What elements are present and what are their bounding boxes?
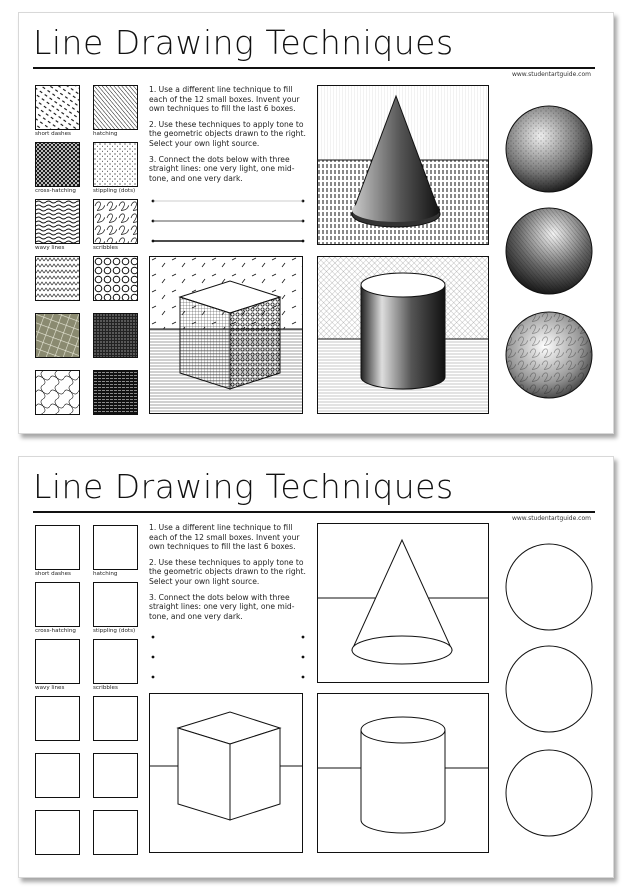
instruction-2: 2. Use these techniques to apply tone to the geometric objects drawn to the right. Select your own light source. bbox=[149, 557, 306, 586]
sphere-stippled bbox=[505, 105, 593, 193]
sphere-hatched bbox=[505, 207, 593, 295]
instructions bbox=[149, 85, 309, 189]
tone-line-dark bbox=[151, 237, 305, 245]
technique-box-invented-4 bbox=[93, 313, 138, 358]
technique-box-empty[interactable] bbox=[93, 525, 138, 570]
dot-pair bbox=[151, 673, 305, 681]
technique-box-empty[interactable] bbox=[35, 525, 80, 570]
technique-box-short-dashes bbox=[35, 85, 80, 130]
box-label: wavy lines bbox=[35, 685, 65, 691]
technique-box-empty[interactable] bbox=[35, 810, 80, 855]
dot-pair bbox=[151, 633, 305, 641]
cylinder-panel bbox=[317, 693, 489, 853]
worksheet-title: Line Drawing Techniques bbox=[33, 23, 454, 62]
box-label: hatching bbox=[93, 131, 118, 137]
technique-box-invented-3 bbox=[35, 313, 80, 358]
box-label: scribbles bbox=[93, 245, 118, 251]
tone-line-light bbox=[151, 197, 305, 205]
sphere-outline[interactable] bbox=[505, 749, 593, 837]
box-label: short dashes bbox=[35, 571, 71, 577]
box-label: cross-hatching bbox=[35, 188, 76, 194]
cone-panel bbox=[317, 85, 489, 245]
worksheet-title: Line Drawing Techniques bbox=[33, 467, 454, 506]
dot-pair bbox=[151, 653, 305, 661]
instruction-3: 3. Connect the dots below with three straight lines: one very light, one mid-tone, and one very dark. bbox=[149, 592, 295, 621]
cube-panel bbox=[149, 693, 303, 853]
technique-box-empty[interactable] bbox=[93, 696, 138, 741]
instructions bbox=[149, 523, 309, 627]
box-label: stippling (dots) bbox=[93, 188, 136, 194]
title-rule bbox=[33, 511, 595, 513]
sphere-outline[interactable] bbox=[505, 543, 593, 631]
instruction-1: 1. Use a different line technique to fill each of the 12 small boxes. Invent your own techniques to fill the last 6 boxes. bbox=[149, 85, 300, 114]
website-url: www.studentartguide.com bbox=[511, 71, 591, 78]
worksheet-blank bbox=[18, 456, 614, 878]
technique-box-invented-1 bbox=[35, 256, 80, 301]
technique-box-invented-2 bbox=[93, 256, 138, 301]
technique-box-empty[interactable] bbox=[35, 582, 80, 627]
technique-box-empty[interactable] bbox=[35, 639, 80, 684]
cylinder-panel bbox=[317, 256, 489, 414]
technique-box-empty[interactable] bbox=[93, 810, 138, 855]
cone-panel bbox=[317, 523, 489, 683]
box-label: scribbles bbox=[93, 685, 118, 691]
box-label: wavy lines bbox=[35, 245, 65, 251]
technique-box-empty[interactable] bbox=[93, 639, 138, 684]
sphere-scribbled bbox=[505, 311, 593, 399]
instruction-2: 2. Use these techniques to apply tone to the geometric objects drawn to the right. Select your own light source. bbox=[149, 119, 306, 148]
box-label: cross-hatching bbox=[35, 628, 76, 634]
technique-box-stippling bbox=[93, 142, 138, 187]
technique-box-hatching bbox=[93, 85, 138, 130]
instruction-1: 1. Use a different line technique to fill each of the 12 small boxes. Invent your own techniques to fill the last 6 boxes. bbox=[149, 523, 300, 552]
title-rule bbox=[33, 67, 595, 69]
cube-panel bbox=[149, 256, 303, 414]
box-label: short dashes bbox=[35, 131, 71, 137]
technique-box-empty[interactable] bbox=[35, 696, 80, 741]
box-label: hatching bbox=[93, 571, 118, 577]
instruction-3: 3. Connect the dots below with three straight lines: one very light, one mid-tone, and one very dark. bbox=[149, 154, 295, 183]
website-url: www.studentartguide.com bbox=[511, 515, 591, 522]
technique-box-invented-6 bbox=[93, 370, 138, 415]
technique-box-scribbles bbox=[93, 199, 138, 244]
technique-box-empty[interactable] bbox=[93, 753, 138, 798]
technique-box-invented-5 bbox=[35, 370, 80, 415]
tone-line-mid bbox=[151, 217, 305, 225]
worksheet-completed bbox=[18, 12, 614, 434]
technique-box-cross-hatching bbox=[35, 142, 80, 187]
sphere-outline[interactable] bbox=[505, 645, 593, 733]
technique-box-wavy-lines bbox=[35, 199, 80, 244]
technique-box-empty[interactable] bbox=[93, 582, 138, 627]
box-label: stippling (dots) bbox=[93, 628, 136, 634]
technique-box-empty[interactable] bbox=[35, 753, 80, 798]
